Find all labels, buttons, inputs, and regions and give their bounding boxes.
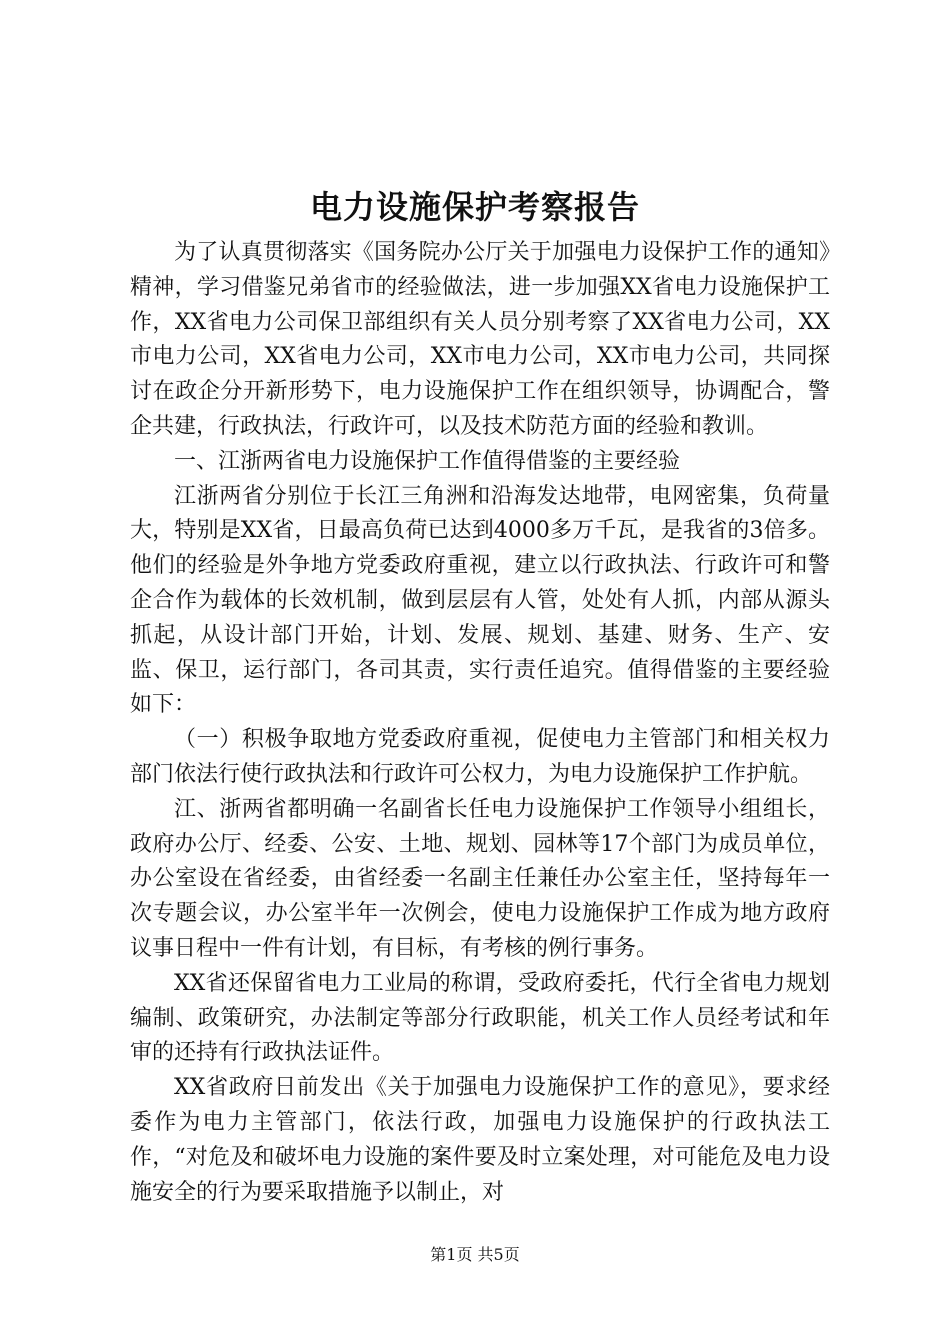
document-body bbox=[130, 236, 830, 1210]
paragraph-opinion: XX省政府日前发出《关于加强电力设施保护工作的意见》，要求经委作为电力主管部门，依法行政，加强电力设施保护的行政执法工作，“对危及和破坏电力设施的案件要及时立案处理，对可能危及电力设施安全的行为要采取措施予以制止，对 bbox=[130, 1075, 830, 1205]
page-title: 电力设施保护考察报告 bbox=[309, 188, 640, 226]
subsection-heading-1: （一）积极争取地方党委政府重视，促使电力主管部门和相关权力部门依法行使行政执法和行政许可公权力，为电力设施保护工作护航。 bbox=[130, 727, 830, 787]
section-heading-1: 一、江浙两省电力设施保护工作值得借鉴的主要经验 bbox=[174, 448, 681, 474]
paragraph-overview: 江浙两省分别位于长江三角洲和沿海发达地带，电网密集，负荷量大，特别是XX省，日最高负荷已达到4000多万千瓦，是我省的3倍多。他们的经验是外争地方党委政府重视，建立以行政执法、行政许可和警企合作为载体的长效机制，做到层层有人管，处处有人抓，内部从源头抓起，从设计部门开始，计划、发展、规划、基建、财务、生产、安监、保卫，运行部门，各司其责，实行责任追究。值得借鉴的主要经验如下： bbox=[130, 483, 830, 718]
page-number-footer: 第1页 共5页 bbox=[430, 1245, 520, 1264]
paragraph-intro: 为了认真贯彻落实《国务院办公厅关于加强电力设保护工作的通知》精神，学习借鉴兄弟省市的经验做法，进一步加强XX省电力设施保护工作，XX省电力公司保卫部组织有关人员分别考察了XX省电力公司，XX市电力公司，XX省电力公司，XX市电力公司，XX市电力公司，共同探讨在政企分开新形势下，电力设施保护工作在组织领导，协调配合，警企共建，行政执法，行政许可，以及技术防范方面的经验和教训。 bbox=[130, 240, 830, 439]
paragraph-leadership: 江、浙两省都明确一名副省长任电力设施保护工作领导小组组长，政府办公厅、经委、公安、土地、规划、园林等17个部门为成员单位，办公室设在省经委，由省经委一名副主任兼任办公室主任，坚持每年一次专题会议，办公室半年一次例会，使电力设施保护工作成为地方政府议事日程中一件有计划，有目标，有考核的例行事务。 bbox=[130, 796, 830, 961]
paragraph-bureau: XX省还保留省电力工业局的称谓，受政府委托，代行全省电力规划编制、政策研究，办法制定等部分行政职能，机关工作人员经考试和年审的还持有行政执法证件。 bbox=[130, 970, 830, 1066]
